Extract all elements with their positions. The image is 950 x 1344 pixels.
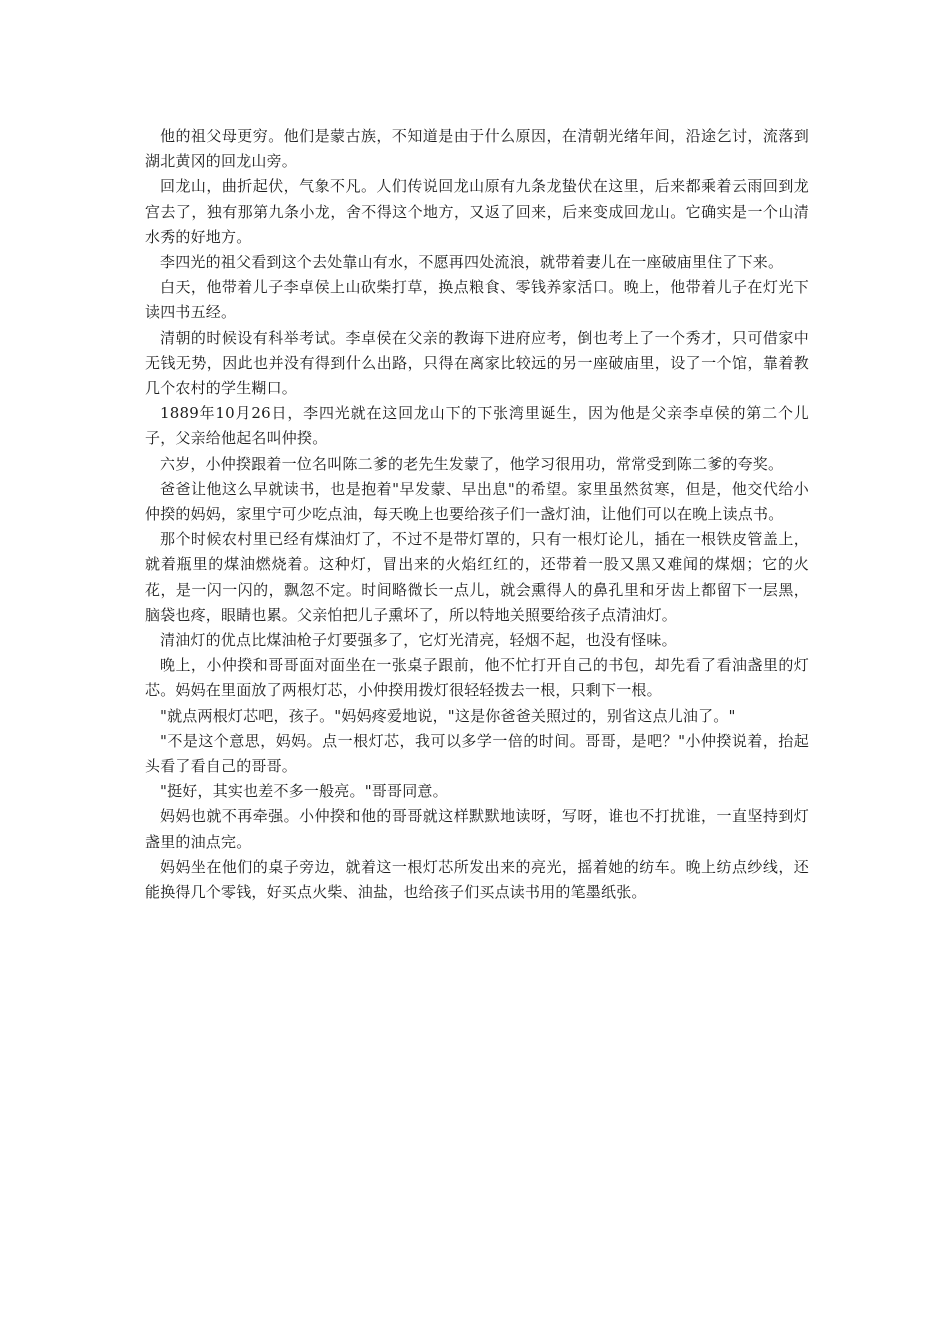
paragraph: 清朝的时候设有科举考试。李卓侯在父亲的教诲下进府应考，倒也考上了一个秀才，只可借家中无钱无势，因此也并没有得到什么出路，只得在离家比较远的另一座破庙里，设了一个馆，靠着教几个农村的学生糊口。 [145,328,809,398]
paragraph: 清油灯的优点比煤油枪子灯要强多了，它灯光清亮，轻烟不起，也没有怪味。 [160,631,677,650]
paragraph: "不是这个意思，妈妈。点一根灯芯，我可以多学一倍的时间。哥哥，是吧？"小仲揆说着，抬起头看了看自己的哥哥。 [145,731,809,776]
article-body [145,124,809,905]
paragraph: 晚上，小仲揆和哥哥面对面坐在一张桌子跟前，他不忙打开自己的书包，却先看了看油盏里的灯芯。妈妈在里面放了两根灯芯，小仲揆用拨灯很轻轻拨去一根，只剩下一根。 [145,656,809,700]
paragraph: 爸爸让他这么早就读书，也是抱着"早发蒙、早出息"的希望。家里虽然贫寒，但是，他交代给小仲揆的妈妈，家里宁可少吃点油，每天晚上也要给孩子们一盏灯油，让他们可以在晚上读点书。 [145,479,809,524]
paragraph: 李四光的祖父看到这个去处靠山有水，不愿再四处流浪，就带着妻儿在一座破庙里住了下来。 [160,253,784,272]
paragraph: 六岁，小仲揆跟着一位名叫陈二爹的老先生发蒙了，他学习很用功，常常受到陈二爹的夸奖。 [160,454,784,473]
paragraph: "挺好，其实也差不多一般亮。"哥哥同意。 [160,782,448,801]
paragraph: 1889年10月26日，李四光就在这回龙山下的下张湾里诞生，因为他是父亲李卓侯的第二个儿子，父亲给他起名叫仲揆。 [145,404,809,448]
paragraph: 回龙山，曲折起伏，气象不凡。人们传说回龙山原有九条龙蛰伏在这里，后来都乘着云雨回到龙宫去了，独有那第九条小龙，舍不得这个地方，又返了回来，后来变成回龙山。它确实是一个山清水秀的好地方。 [145,177,809,246]
paragraph: 白天，他带着儿子李卓侯上山砍柴打草，换点粮食、零钱养家活口。晚上，他带着儿子在灯光下读四书五经。 [145,278,809,322]
paragraph: 妈妈也就不再牵强。小仲揆和他的哥哥就这样默默地读呀，写呀，谁也不打扰谁，一直坚持到灯盏里的油点完。 [145,807,809,851]
paragraph: "就点两根灯芯吧，孩子。"妈妈疼爱地说，"这是你爸爸关照过的，别省这点儿油了。" [160,706,736,725]
paragraph: 妈妈坐在他们的桌子旁边，就着这一根灯芯所发出来的亮光，摇着她的纺车。晚上纺点纱线，还能换得几个零钱，好买点火柴、油盐，也给孩子们买点读书用的笔墨纸张。 [145,857,809,902]
paragraph: 他的祖父母更穷。他们是蒙古族，不知道是由于什么原因，在清朝光绪年间，沿途乞讨，流落到湖北黄冈的回龙山旁。 [145,127,809,171]
paragraph: 那个时候农村里已经有煤油灯了，不过不是带灯罩的，只有一根灯论儿，插在一根铁皮管盖上，就着瓶里的煤油燃烧着。这种灯，冒出来的火焰红红的，还带着一股又黑又难闻的煤烟；它的火花，是一闪一闪的，飘忽不定。时间略微长一点儿，就会熏得人的鼻孔里和牙齿上都留下一层黑，脑袋也疼，眼睛也累。父亲怕把儿子熏坏了，所以特地关照要给孩子点清油灯。 [145,530,809,624]
